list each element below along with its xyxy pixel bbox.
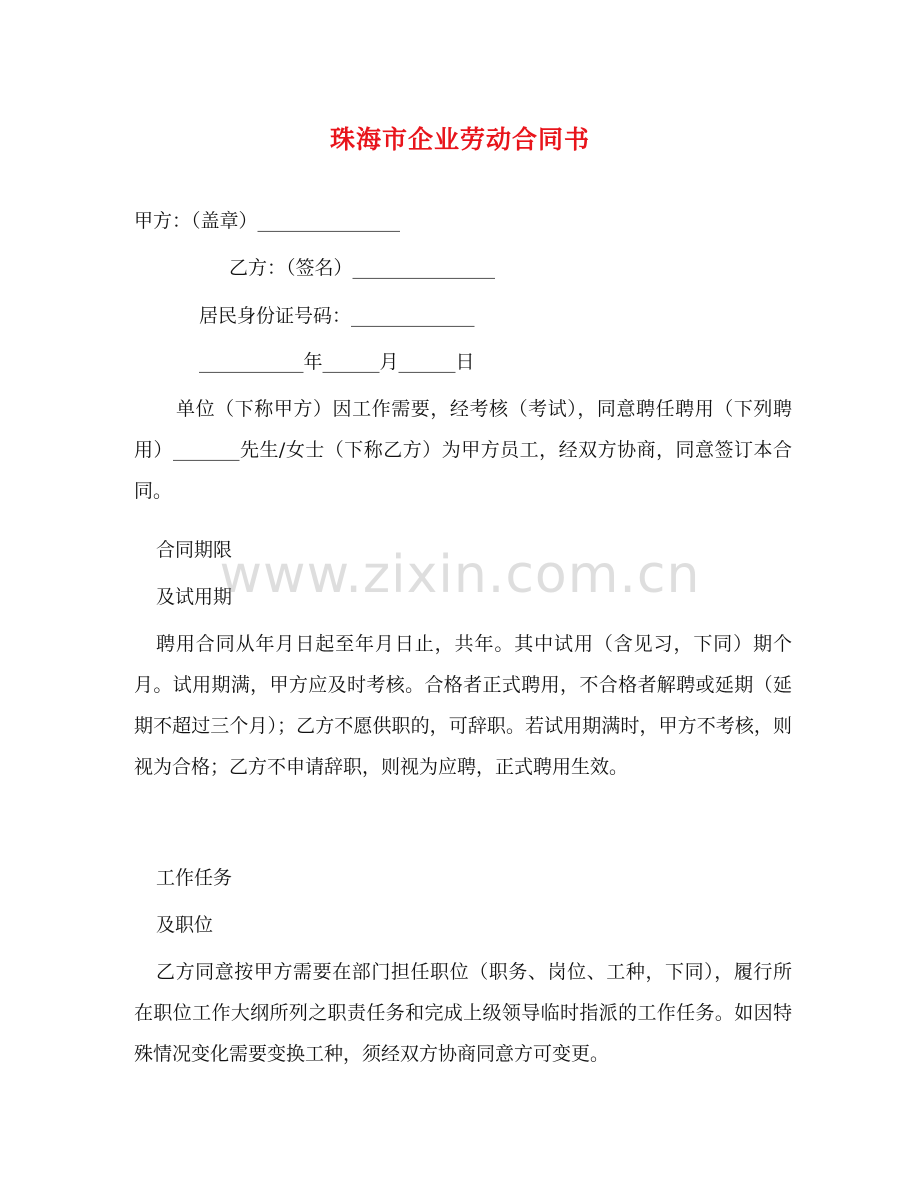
document-title: 珠海市企业劳动合同书 — [329, 125, 590, 154]
section1-heading-line1: 合同期限 — [156, 539, 233, 561]
id-number-line: 居民身份证号码：_____________ — [199, 305, 475, 327]
section2-heading-line2: 及职位 — [156, 914, 214, 936]
section1-heading-line2: 及试用期 — [156, 586, 233, 608]
section2-heading-line1: 工作任务 — [156, 867, 233, 889]
section2-body: 乙方同意按甲方需要在部门担任职位（职务、岗位、工种，下同），履行所在职位工作大纲所列之职责任务和完成上级领导临时指派的工作任务。如因特殊情况变化需要变换工种，须经双方协商同意方可变更。 — [134, 961, 792, 1065]
watermark: www.zixin.com.cn — [219, 545, 701, 605]
section1-body: 聘用合同从年月日起至年月日止，共年。其中试用（含见习，下同）期个月。试用期满，甲方应及时考核。合格者正式聘用，不合格者解聘或延期（延期不超过三个月）；乙方不愿供职的，可辞职。若试用期满时，甲方不考核，则视为合格；乙方不申请辞职，则视为应聘，正式聘用生效。 — [134, 633, 792, 778]
party-b-line: 乙方：（签名）_______________ — [229, 257, 496, 279]
date-line: ___________年______月______日 — [199, 351, 475, 373]
party-a-line: 甲方：（盖章）_______________ — [134, 210, 401, 232]
intro-paragraph: 单位（下称甲方）因工作需要，经考核（考试），同意聘任聘用（下列聘用）_______先生/女士（下称乙方）为甲方员工，经双方协商，同意签订本合同。 — [134, 398, 792, 502]
